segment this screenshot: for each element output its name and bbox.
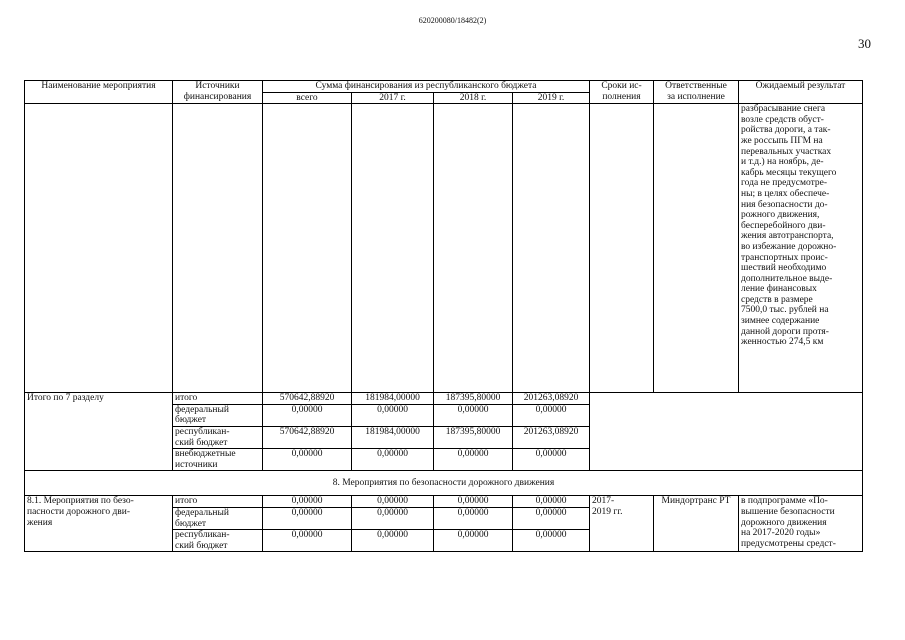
- source-label: внебюджетные источники: [173, 449, 263, 471]
- value-2019: 0,00000: [513, 507, 590, 529]
- value-2018: 0,00000: [434, 449, 513, 471]
- header-result: Ожидаемый результат: [739, 81, 863, 104]
- item-8-1-result: в подпрограмме «По- вышение безопасности дорожного движения на 2017-2020 годы» предусмотрены средст-: [739, 496, 863, 552]
- value-2018: 0,00000: [434, 404, 513, 426]
- item-8-1-terms: 2017- 2019 гг.: [590, 496, 654, 552]
- value-2017: 181984,00000: [352, 426, 434, 448]
- value-2018: 0,00000: [434, 507, 513, 529]
- header-sum: Сумма финансирования из республиканского бюджета: [263, 81, 590, 93]
- value-2017: 0,00000: [352, 404, 434, 426]
- source-label: федеральный бюджет: [173, 404, 263, 426]
- value-2019: 0,00000: [513, 404, 590, 426]
- value-2018: 0,00000: [434, 496, 513, 508]
- header-name: Наименование мероприятия: [25, 81, 173, 104]
- empty-area: [590, 393, 863, 471]
- value-total: 0,00000: [263, 496, 352, 508]
- value-total: 0,00000: [263, 449, 352, 471]
- value-2018: 0,00000: [434, 530, 513, 552]
- continuation-result: разбрасывание снега возле средств обуст- ройства дороги, а так- же россыпь ПГМ на перевальных участках и т.д.) на ноябрь, де- кабрь месяцы текущего года не предусмотре- ны; в целях обеспече- ния безопасности до- рожного движения, бесперебойного дви- жения автотранспорта, во избежание дорожно- транспортных проис- шествий необходимо дополнительное выде- ление финансовых средств в размере 7500,0 тыс. рублей на зимнее содержание данной дороги протя- женностью 274,5 км: [739, 104, 863, 393]
- section-row: [25, 471, 863, 496]
- table-row: [25, 496, 863, 508]
- header-2017: 2017 г.: [352, 92, 434, 104]
- source-label: федеральный бюджет: [173, 507, 263, 529]
- header-responsible: Ответственные за исполнение: [654, 81, 739, 104]
- value-total: 0,00000: [263, 507, 352, 529]
- value-2017: 0,00000: [352, 496, 434, 508]
- value-2017: 0,00000: [352, 449, 434, 471]
- table-row: [25, 393, 863, 405]
- header-2018: 2018 г.: [434, 92, 513, 104]
- value-2019: 0,00000: [513, 449, 590, 471]
- value-total: 0,00000: [263, 404, 352, 426]
- value-2018: 187395,80000: [434, 393, 513, 405]
- financing-table: [24, 80, 863, 552]
- source-label: республикан- ский бюджет: [173, 426, 263, 448]
- header-total: всего: [263, 92, 352, 104]
- value-total: 570642,88920: [263, 426, 352, 448]
- continuation-row: [25, 104, 863, 393]
- item-8-1-responsible: Миндортранс РТ: [654, 496, 739, 552]
- value-2019: 201263,08920: [513, 393, 590, 405]
- page-number: 30: [858, 36, 871, 51]
- header-source: Источники финансирования: [173, 81, 263, 104]
- section-8-title: 8. Мероприятия по безопасности дорожного движения: [25, 471, 863, 496]
- section7-total-label: Итого по 7 разделу: [25, 393, 173, 471]
- source-label: итого: [173, 496, 263, 508]
- value-total: 0,00000: [263, 530, 352, 552]
- value-2019: 0,00000: [513, 530, 590, 552]
- source-label: итого: [173, 393, 263, 405]
- value-2019: 0,00000: [513, 496, 590, 508]
- item-8-1-name: 8.1. Мероприятия по безо- пасности дорожного дви- жения: [25, 496, 173, 552]
- value-2018: 187395,80000: [434, 426, 513, 448]
- value-2017: 181984,00000: [352, 393, 434, 405]
- header-row-1: [25, 81, 863, 93]
- header-terms: Сроки ис- полнения: [590, 81, 654, 104]
- header-2019: 2019 г.: [513, 92, 590, 104]
- value-2017: 0,00000: [352, 507, 434, 529]
- value-2019: 201263,08920: [513, 426, 590, 448]
- document-id: 620200080/18482(2): [418, 16, 487, 25]
- source-label: республикан- ский бюджет: [173, 530, 263, 552]
- value-2017: 0,00000: [352, 530, 434, 552]
- value-total: 570642,88920: [263, 393, 352, 405]
